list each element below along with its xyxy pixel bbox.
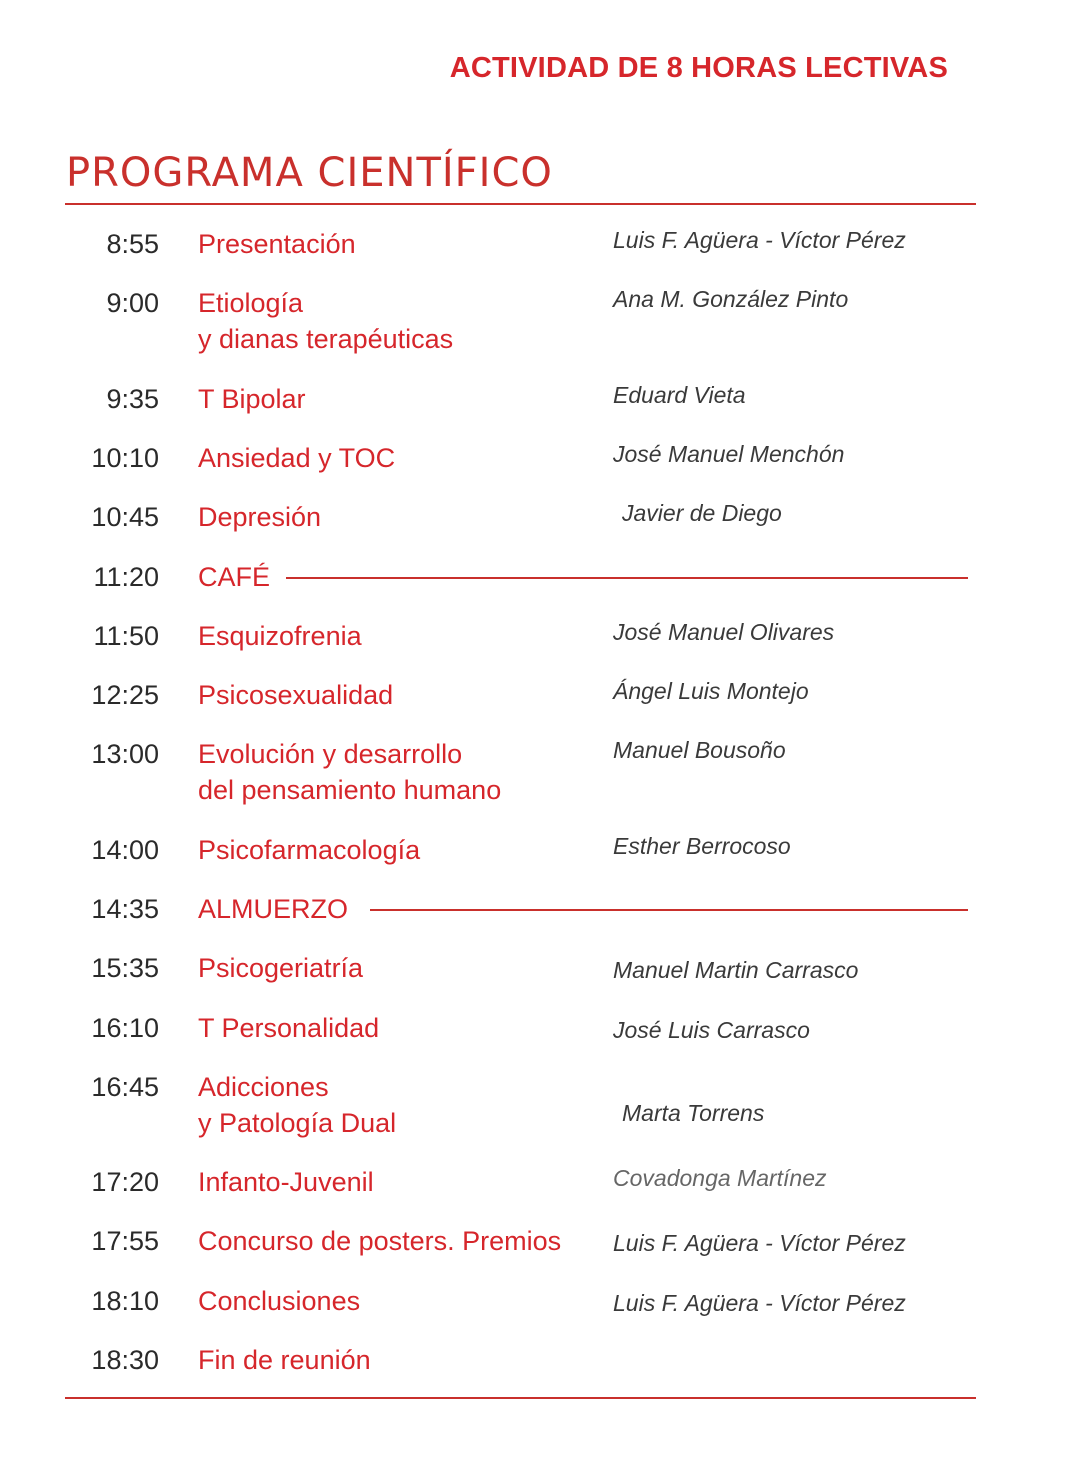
session-speaker: Luis F. Agüera - Víctor Pérez [613,1230,906,1256]
session-topic: Concurso de posters. Premios [198,1226,562,1256]
session-time: 11:50 [93,621,159,651]
session-topic: Depresión [198,502,322,532]
schedule-row [0,1342,1068,1402]
session-speaker: Ana M. González Pinto [613,286,849,312]
session-topic [198,736,501,808]
schedule-row [0,1069,1068,1138]
session-speaker: Javier de Diego [622,500,782,526]
session-time: 18:30 [91,1345,159,1375]
schedule-row [0,440,1068,500]
session-speaker: José Manuel Menchón [613,441,845,467]
bottom-divider [65,1397,976,1399]
schedule-row [0,618,1068,678]
session-speaker: Esther Berrocoso [613,833,791,859]
session-speaker: José Manuel Olivares [613,619,835,645]
session-speaker: Luis F. Agüera - Víctor Pérez [613,1290,906,1316]
schedule-row-break [0,891,1068,951]
session-topic: Ansiedad y TOC [198,443,396,473]
session-time: 12:25 [91,680,159,710]
session-time: 17:55 [91,1226,159,1256]
schedule-row [0,1010,1068,1070]
session-time: 9:00 [106,288,159,318]
session-topic: Esquizofrenia [198,621,362,651]
session-topic-line-2: y Patología Dual [198,1108,397,1138]
session-topic-line-2: y dianas terapéuticas [198,324,454,354]
session-time: 8:55 [106,229,159,259]
top-divider [65,203,976,205]
session-topic-line-1: Etiología [198,288,304,318]
session-time: 10:45 [91,502,159,532]
session-time: 10:10 [91,443,159,473]
schedule-row [0,832,1068,892]
break-label: CAFÉ [198,562,271,592]
schedule-row [0,1283,1068,1343]
session-time: 14:00 [91,835,159,865]
break-label: ALMUERZO [198,894,349,924]
break-divider [370,909,968,911]
schedule-row [0,950,1068,1010]
session-time: 13:00 [91,739,159,769]
session-topic: Psicogeriatría [198,953,364,983]
session-time: 16:10 [91,1013,159,1043]
schedule-row [0,381,1068,441]
session-time: 15:35 [91,953,159,983]
session-topic: Presentación [198,229,356,259]
session-topic: T Bipolar [198,384,306,414]
schedule-row [0,499,1068,559]
page-title: PROGRAMA CIENTÍFICO [66,150,553,196]
session-topic: T Personalidad [198,1013,380,1043]
session-topic: Fin de reunión [198,1345,371,1375]
session-speaker: José Luis Carrasco [613,1017,810,1043]
break-divider [286,577,968,579]
schedule-row-break [0,559,1068,619]
session-topic: Conclusiones [198,1286,361,1316]
session-time: 9:35 [106,384,159,414]
session-speaker: Ángel Luis Montejo [613,678,809,704]
session-topic-line-1: Evolución y desarrollo [198,739,463,769]
session-speaker: Eduard Vieta [613,382,746,408]
session-topic: Psicofarmacología [198,835,421,865]
session-topic-line-2: del pensamiento humano [198,775,502,805]
session-topic [198,285,453,357]
session-time: 14:35 [91,894,159,924]
session-speaker: Covadonga Martínez [613,1165,827,1191]
session-speaker: Manuel Bousoño [613,737,786,763]
session-speaker: Marta Torrens [622,1100,765,1126]
schedule-row [0,1164,1068,1224]
session-topic-line-1: Adicciones [198,1072,329,1102]
session-time: 16:45 [91,1072,159,1102]
session-time: 18:10 [91,1286,159,1316]
session-time: 17:20 [91,1167,159,1197]
schedule-row [0,226,1068,286]
session-topic: Psicosexualidad [198,680,394,710]
schedule-row [0,736,1068,805]
session-topic [198,1069,396,1141]
schedule-row [0,677,1068,737]
session-speaker: Manuel Martin Carrasco [613,957,859,983]
session-topic: Infanto-Juvenil [198,1167,374,1197]
activity-hours-note: ACTIVIDAD DE 8 HORAS LECTIVAS [449,52,948,84]
session-speaker: Luis F. Agüera - Víctor Pérez [613,227,906,253]
schedule-row [0,285,1068,354]
schedule-row [0,1223,1068,1283]
session-time: 11:20 [93,562,159,592]
